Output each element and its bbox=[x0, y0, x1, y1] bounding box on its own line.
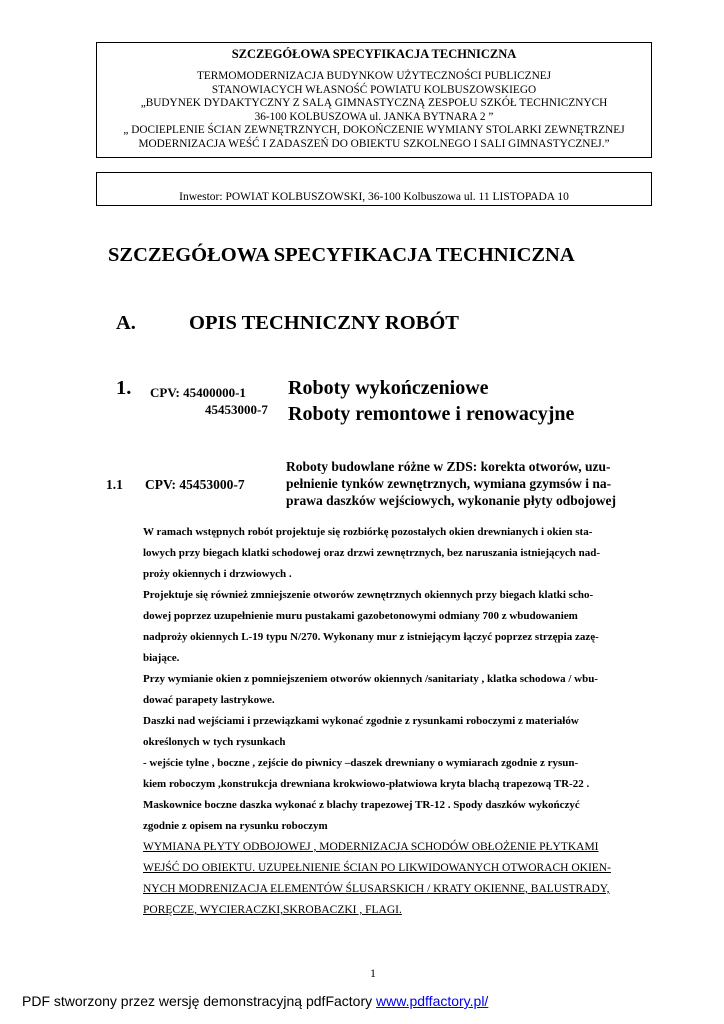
investor-text: Inwestor: POWIAT KOLBUSZOWSKI, 36-100 Kolbuszowa ul. 11 LISTOPADA 10 bbox=[179, 191, 569, 203]
section-a-number: A. bbox=[116, 312, 136, 334]
header-line: 36-100 KOLBUSZOWA ul. JANKA BYTNARA 2 ” bbox=[254, 110, 494, 123]
section-1-1-title-line: prawa daszków wejściowych, wykonanie płyty odbojowej bbox=[286, 493, 617, 508]
section-1-number: 1. bbox=[116, 377, 132, 399]
underlined-line: NYCH MODRENIZACJA ELEMENTÓW ŚLUSARSKICH / KRATY OKIENNE, BALUSTRADY, bbox=[143, 883, 610, 895]
body-line: Daszki nad wejściami i przewiązkami wykonać zgodnie z rysunkami roboczymi z materiałów bbox=[143, 715, 579, 727]
section-1-1-title bbox=[286, 458, 651, 509]
body-line: dowej poprzez uzupełnienie muru pustakami gazobetonowymi odmiany 700 z wbudowaniem bbox=[143, 610, 578, 622]
body-line: kiem roboczym ,konstrukcja drewniana krokwiowo-płatwiowa kryta blachą trapezową TR-22 . bbox=[143, 778, 590, 790]
page-number: 1 bbox=[370, 966, 376, 980]
document-title: SZCZEGÓŁOWA SPECYFIKACJA TECHNICZNA bbox=[108, 244, 575, 266]
header-title: SZCZEGÓŁOWA SPECYFIKACJA TECHNICZNA bbox=[231, 47, 517, 61]
investor-box bbox=[96, 172, 652, 206]
body-line: zgodnie z opisem na rysunku roboczym bbox=[143, 820, 328, 832]
footer-link[interactable]: www.pdffactory.pl/ bbox=[376, 993, 489, 1009]
body-text bbox=[143, 522, 653, 921]
section-1-cpv-primary: CPV: 45400000-1 bbox=[150, 385, 246, 400]
body-line: W ramach wstępnych robót projektuje się rozbiórkę pozostałych okien drewnianych i okien sta- bbox=[143, 526, 593, 538]
body-line: proży okiennych i drzwiowych . bbox=[143, 568, 292, 580]
header-line: TERMOMODERNIZACJA BUDYNKOW UŻYTECZNOŚCI PUBLICZNEJ bbox=[196, 70, 552, 82]
header-line: „ DOCIEPLENIE ŚCIAN ZEWNĘTRZNYCH, DOKOŃCZENIE WYMIANY STOLARKI ZEWNĘTRZNEJ bbox=[123, 124, 625, 136]
body-line: lowych przy biegach klatki schodowej oraz drzwi zewnętrznych, bez naruszania istniejących nad- bbox=[143, 547, 601, 559]
footer-text: PDF stworzony przez wersję demonstracyjną pdfFactory bbox=[22, 993, 377, 1009]
section-1-1-title-line: pełnienie tynków zewnętrznych, wymiana gzymsów i na- bbox=[286, 476, 612, 491]
section-1-1-number: 1.1 bbox=[106, 477, 123, 492]
underlined-line: PORĘCZE, WYCIERACZKI,SKROBACZKI , FLAGI. bbox=[143, 904, 402, 916]
body-line: nadproży okiennych L-19 typu N/270. Wykonany mur z istniejącym łączyć poprzez strzępia zazę- bbox=[143, 631, 599, 643]
section-1-title-primary: Roboty wykończeniowe bbox=[288, 377, 489, 399]
underlined-line: WEJŚĆ DO OBIEKTU. UZUPEŁNIENIE ŚCIAN PO LIKWIDOWANYCH OTWORACH OKIEN- bbox=[143, 862, 611, 874]
body-line: - wejście tylne , boczne , zejście do piwnicy –daszek drewniany o wymiarach zgodnie z rysun- bbox=[143, 757, 579, 769]
body-line: Maskownice boczne daszka wykonać z blachy trapezowej TR-12 . Spody daszków wykończyć bbox=[143, 799, 580, 811]
body-line: biające. bbox=[143, 652, 180, 664]
body-line: dować parapety lastrykowe. bbox=[143, 694, 275, 706]
section-1-1-title-line: Roboty budowlane różne w ZDS: korekta otworów, uzu- bbox=[286, 459, 611, 474]
body-line: określonych w tych rysunkach bbox=[143, 736, 286, 748]
footer bbox=[22, 993, 488, 1009]
header-line: MODERNIZACJA WEŚĆ I ZADASZEŃ DO OBIEKTU SZKOLNEGO I SALI GIMNASTYCZNEJ.” bbox=[138, 137, 610, 150]
section-1-1-cpv: CPV: 45453000-7 bbox=[145, 477, 245, 492]
body-line: Przy wymianie okien z pomniejszeniem otworów okiennych /sanitariaty , klatka schodowa / wbu- bbox=[143, 673, 598, 685]
header-box bbox=[96, 42, 652, 158]
section-1-cpv-secondary: 45453000-7 bbox=[205, 402, 268, 417]
header-line: STANOWIACYCH WŁASNOŚĆ POWIATU KOLBUSZOWSKIEGO bbox=[211, 83, 537, 96]
body-line: Projektuje się również zmniejszenie otworów zewnętrznych okiennych przy biegach klatki scho- bbox=[143, 589, 594, 601]
section-a-title: OPIS TECHNICZNY ROBÓT bbox=[189, 312, 459, 334]
section-1-title-secondary: Roboty remontowe i renowacyjne bbox=[288, 403, 575, 425]
header-line: „BUDYNEK DYDAKTYCZNY Z SALĄ GIMNASTYCZNĄ ZESPOŁU SZKÓŁ TECHNICZNYCH bbox=[140, 97, 608, 109]
underlined-line: WYMIANA PŁYTY ODBOJOWEJ , MODERNIZACJA SCHODÓW OBŁOŻENIE PŁYTKAMI bbox=[143, 841, 599, 853]
